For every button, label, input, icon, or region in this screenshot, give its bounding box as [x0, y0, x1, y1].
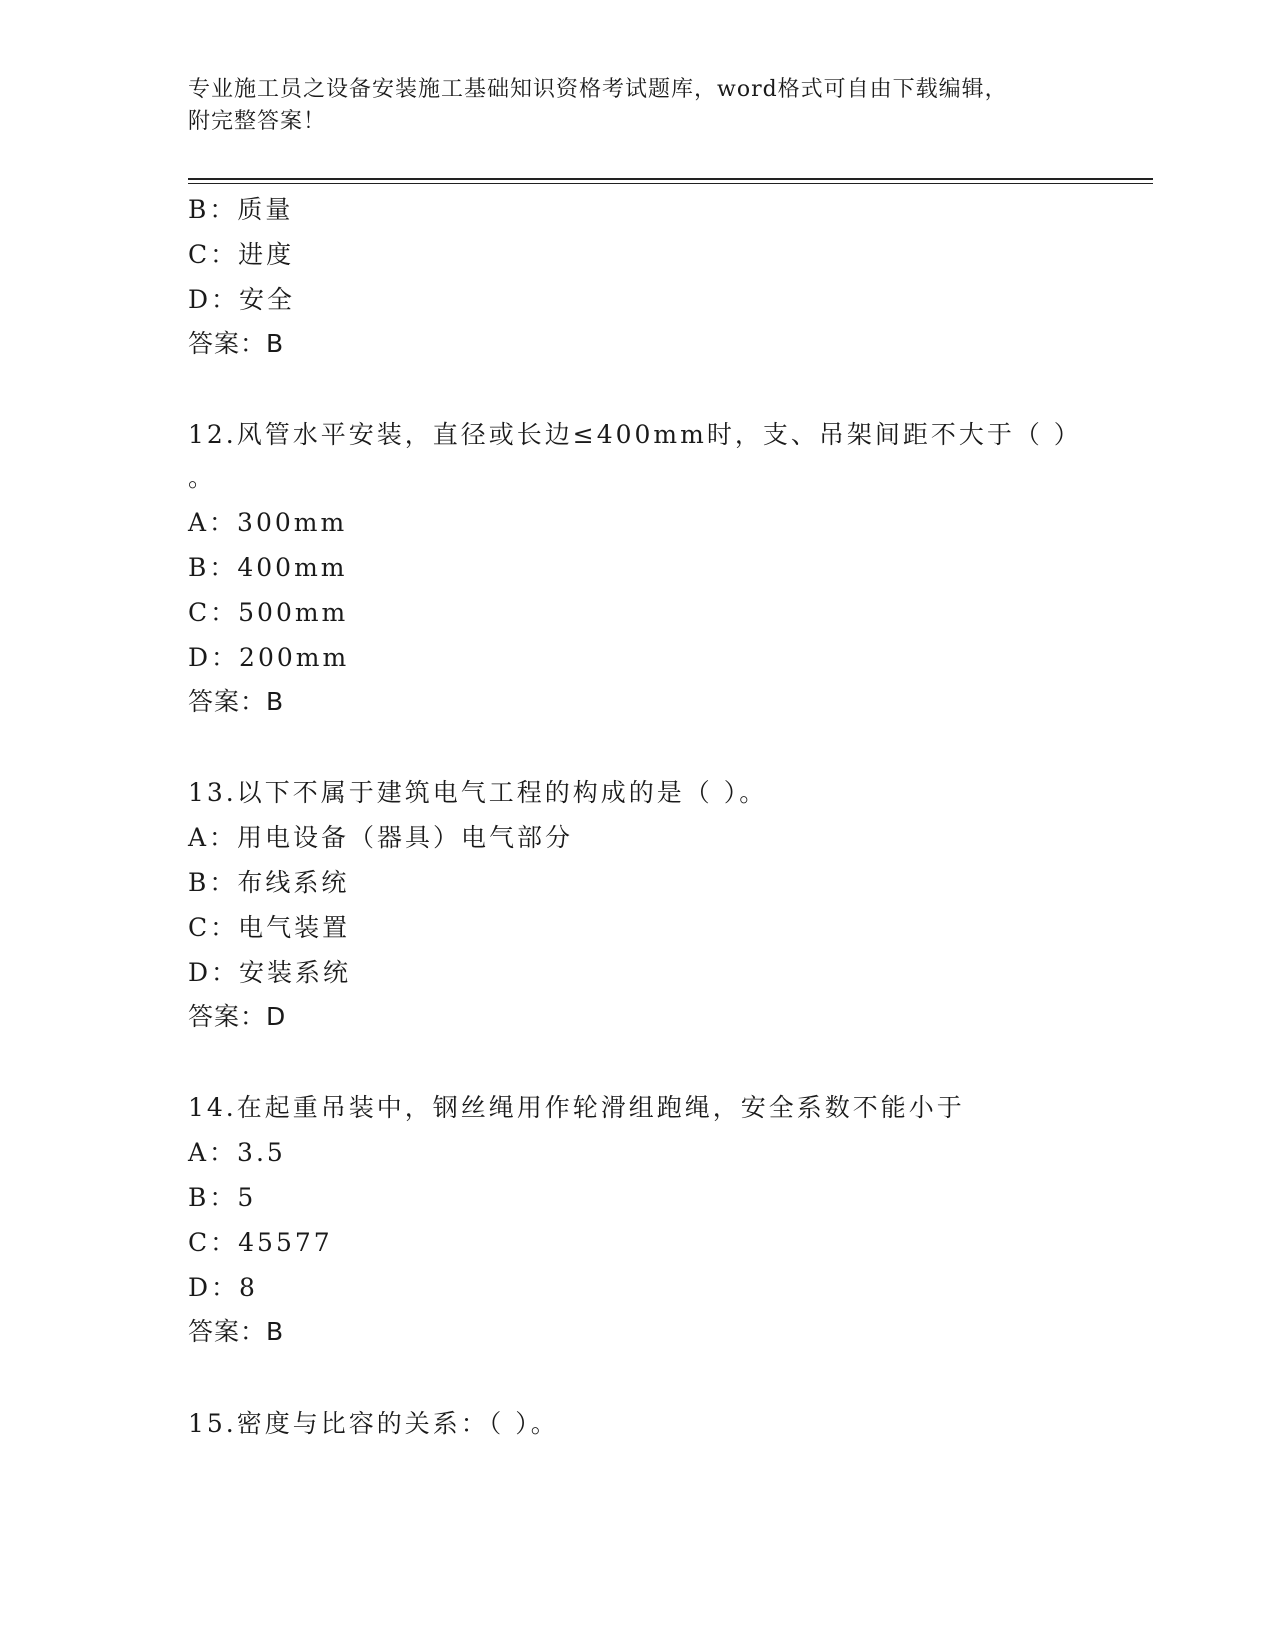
- q11-option-d: D：安全: [188, 285, 296, 314]
- header-divider-thick: [188, 178, 1153, 180]
- q14-option-a: A：3.5: [188, 1138, 286, 1167]
- q12-option-c: C：500mm: [188, 598, 349, 627]
- q11-answer: 答案：B: [188, 329, 285, 358]
- q14-option-d: D：8: [188, 1273, 258, 1302]
- q13-answer: 答案：D: [188, 1002, 287, 1031]
- q12-stem-continued: 。: [188, 463, 217, 492]
- q12-answer: 答案：B: [188, 687, 285, 716]
- header-line-2: 附完整答案！: [188, 109, 327, 134]
- q14-option-c: C：45577: [188, 1228, 333, 1257]
- q14-answer: 答案：B: [188, 1317, 285, 1346]
- q12-option-d: D：200mm: [188, 643, 350, 672]
- q13-stem: 13.以下不属于建筑电气工程的构成的是（ ）。: [188, 778, 768, 807]
- q13-option-a: A：用电设备（器具）电气部分: [188, 823, 574, 852]
- document-header: [188, 74, 1068, 138]
- q11-option-c: C：进度: [188, 240, 295, 269]
- q14-option-b: B：5: [188, 1183, 257, 1212]
- q14-stem: 14.在起重吊装中，钢丝绳用作轮滑组跑绳，安全系数不能小于: [188, 1093, 965, 1122]
- header-divider-thin: [188, 183, 1153, 184]
- q13-option-b: B：布线系统: [188, 868, 350, 897]
- q13-option-d: D：安装系统: [188, 958, 352, 987]
- q12-stem: 12.风管水平安装，直径或长边≤400mm时，支、吊架间距不大于（ ）: [188, 420, 1082, 449]
- q12-option-b: B：400mm: [188, 553, 348, 582]
- q12-option-a: A：300mm: [188, 508, 348, 537]
- q13-option-c: C：电气装置: [188, 913, 351, 942]
- q15-stem: 15.密度与比容的关系：（ ）。: [188, 1409, 559, 1438]
- q11-option-b: B：质量: [188, 195, 294, 224]
- header-line-1: 专业施工员之设备安装施工基础知识资格考试题库，word格式可自由下载编辑，: [188, 77, 1008, 102]
